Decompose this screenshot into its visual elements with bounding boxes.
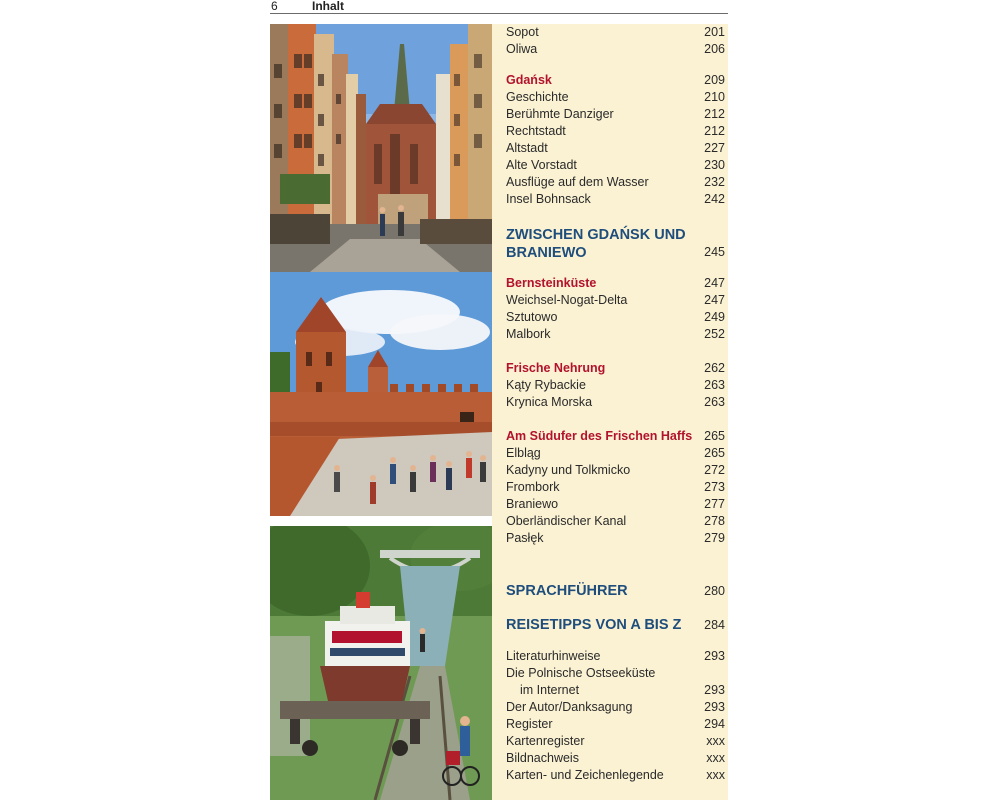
toc-label: Kadyny und Tolkmicko <box>506 463 631 477</box>
toc-entry[interactable] <box>506 24 728 41</box>
toc-entry[interactable] <box>506 513 728 530</box>
page-number: 6 <box>271 0 278 13</box>
page-title: Inhalt <box>312 0 344 13</box>
toc-label: Die Polnische Ostseeküste <box>506 666 656 680</box>
toc-entry[interactable] <box>506 665 728 682</box>
book-page <box>270 0 728 800</box>
toc-label: Sopot <box>506 25 539 39</box>
toc-entry[interactable] <box>506 394 728 411</box>
toc-label: Malbork <box>506 327 551 341</box>
toc-page-number: 263 <box>704 395 725 409</box>
toc-label: Geschichte <box>506 90 569 104</box>
toc-page-number: 247 <box>704 293 725 307</box>
toc-label: ZWISCHEN GDAŃSK UND BRANIEWO <box>506 227 686 261</box>
toc-page-number: 272 <box>704 463 725 477</box>
toc-page-number: 262 <box>704 361 725 375</box>
toc-page-number: 242 <box>704 192 725 206</box>
toc-page-number: 212 <box>704 107 725 121</box>
toc-label: REISETIPPS VON A BIS Z <box>506 617 682 633</box>
toc-page-number: 293 <box>704 700 725 714</box>
toc-page-number: 232 <box>704 175 725 189</box>
toc-page-number: 278 <box>704 514 725 528</box>
toc-entry[interactable] <box>506 750 728 767</box>
toc-page-number: 265 <box>704 446 725 460</box>
toc-section-heading[interactable] <box>506 72 728 89</box>
toc-page-number: xxx <box>706 751 725 765</box>
toc-section-heading[interactable] <box>506 360 728 377</box>
toc-chapter-heading[interactable] <box>506 583 728 600</box>
toc-entry[interactable] <box>506 89 728 106</box>
toc-entry[interactable] <box>506 106 728 123</box>
toc-label: Der Autor/Danksagung <box>506 700 633 714</box>
toc-page-number: 280 <box>704 584 725 598</box>
toc-page-number: 201 <box>704 25 725 39</box>
toc-label: Bernsteinküste <box>506 276 597 290</box>
toc-page-number: 209 <box>704 73 725 87</box>
toc-label: Frombork <box>506 480 560 494</box>
toc-entry[interactable] <box>506 292 728 309</box>
table-of-contents <box>492 24 728 800</box>
toc-label: Register <box>506 717 553 731</box>
toc-entry[interactable] <box>506 462 728 479</box>
toc-entry[interactable] <box>506 123 728 140</box>
toc-entry[interactable] <box>506 445 728 462</box>
toc-page-number: 294 <box>704 717 725 731</box>
toc-page-number: xxx <box>706 768 725 782</box>
toc-entry[interactable] <box>506 191 728 208</box>
toc-label: Insel Bohnsack <box>506 192 591 206</box>
toc-page-number: 249 <box>704 310 725 324</box>
toc-page-number: 293 <box>704 649 725 663</box>
toc-label: Literaturhinweise <box>506 649 601 663</box>
toc-page-number: 212 <box>704 124 725 138</box>
toc-page-number: 210 <box>704 90 725 104</box>
toc-label: Rechtstadt <box>506 124 566 138</box>
toc-entry[interactable] <box>506 174 728 191</box>
toc-section-heading[interactable] <box>506 428 728 445</box>
toc-label: Kartenregister <box>506 734 585 748</box>
toc-label: Krynica Morska <box>506 395 593 409</box>
photo-canal-boat <box>270 526 492 800</box>
toc-page-number: 245 <box>704 245 725 259</box>
toc-page-number: 247 <box>704 276 725 290</box>
toc-entry[interactable] <box>506 496 728 513</box>
toc-page-number: 273 <box>704 480 725 494</box>
toc-label: Oliwa <box>506 42 538 56</box>
toc-page-number: 263 <box>704 378 725 392</box>
toc-label: Elbląg <box>506 446 541 460</box>
toc-label: Gdańsk <box>506 73 552 87</box>
toc-label: Karten- und Zeichenlegende <box>506 768 664 782</box>
toc-page-number: 206 <box>704 42 725 56</box>
toc-entry[interactable] <box>506 716 728 733</box>
toc-label: Ausflüge auf dem Wasser <box>506 175 649 189</box>
toc-label: SPRACHFÜHRER <box>506 583 628 599</box>
toc-page-number: xxx <box>706 734 725 748</box>
toc-label: Altstadt <box>506 141 548 155</box>
toc-page-number: 252 <box>704 327 725 341</box>
toc-label: Alte Vorstadt <box>506 158 577 172</box>
toc-entry[interactable] <box>506 648 728 665</box>
toc-entry[interactable] <box>506 41 728 58</box>
toc-label: Braniewo <box>506 497 559 511</box>
toc-entry[interactable] <box>506 530 728 547</box>
toc-chapter-heading[interactable] <box>506 226 728 262</box>
toc-entry[interactable] <box>506 733 728 750</box>
page-header <box>270 0 728 14</box>
photo-gdansk-street <box>270 24 492 272</box>
toc-page-number: 265 <box>704 429 725 443</box>
toc-label: Sztutowo <box>506 310 558 324</box>
toc-label: Am Südufer des Frischen Haffs <box>506 429 693 443</box>
toc-entry[interactable] <box>506 309 728 326</box>
toc-label: Bildnachweis <box>506 751 579 765</box>
toc-page-number: 230 <box>704 158 725 172</box>
toc-section-heading[interactable] <box>506 275 728 292</box>
toc-page-number: 277 <box>704 497 725 511</box>
toc-page-number: 293 <box>704 683 725 697</box>
toc-label: Berühmte Danziger <box>506 107 614 121</box>
toc-page-number: 284 <box>704 618 725 632</box>
toc-entry[interactable] <box>506 140 728 157</box>
photo-malbork-castle <box>270 272 492 516</box>
toc-label: Pasłęk <box>506 531 544 545</box>
toc-label: Oberländischer Kanal <box>506 514 627 528</box>
toc-page-number: 227 <box>704 141 725 155</box>
toc-entry[interactable] <box>506 479 728 496</box>
toc-chapter-heading[interactable] <box>506 617 728 634</box>
toc-label: Weichsel-Nogat-Delta <box>506 293 628 307</box>
toc-label: Kąty Rybackie <box>506 378 586 392</box>
toc-label: im Internet <box>520 683 580 697</box>
toc-label: Frische Nehrung <box>506 361 606 375</box>
toc-entry[interactable] <box>506 157 728 174</box>
toc-page-number: 279 <box>704 531 725 545</box>
toc-entry[interactable] <box>506 699 728 716</box>
toc-entry[interactable] <box>506 682 728 699</box>
toc-entry[interactable] <box>506 767 728 784</box>
toc-entry[interactable] <box>506 377 728 394</box>
toc-entry[interactable] <box>506 326 728 343</box>
